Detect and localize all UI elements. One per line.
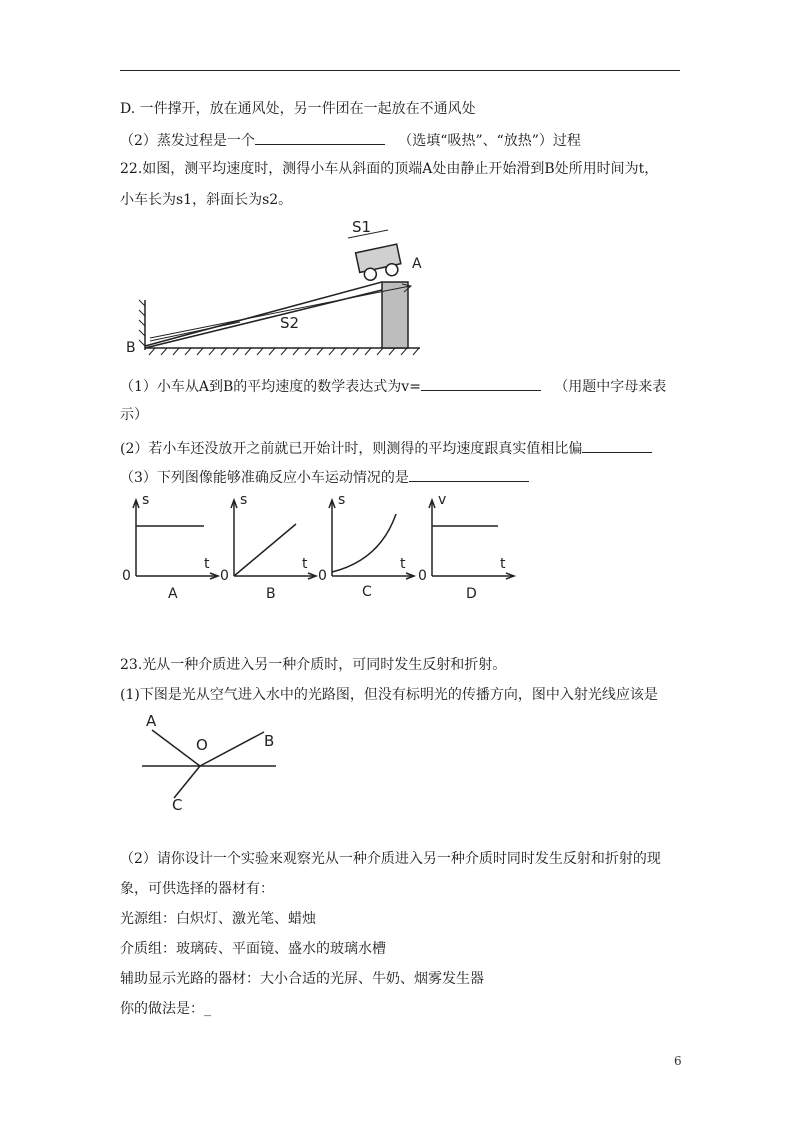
q23-method[interactable]: 你的做法是：_ <box>120 1001 211 1017</box>
graph-d-label: D <box>466 586 477 602</box>
q23-part1: (1)下图是光从空气进入水中的光路图，但没有标明光的传播方向，图中入射光线应该是 <box>120 687 658 703</box>
graph-c-curve <box>332 514 396 572</box>
graph-a-origin: 0 <box>122 568 131 584</box>
graph-a-xaxis-label: t <box>204 556 210 572</box>
answer-blank[interactable] <box>421 376 541 391</box>
graph-d-origin: 0 <box>418 568 427 584</box>
graph-a-label: A <box>168 586 178 602</box>
graph-c-yaxis-label: s <box>338 492 346 508</box>
answer-blank[interactable] <box>582 438 652 453</box>
q22-stem-line1: 22.如图，测平均速度时，测得小车从斜面的顶端A处由静止开始滑到B处所用时间为t， <box>120 161 659 177</box>
answer-blank[interactable] <box>409 467 529 482</box>
q22-part1-continued: 示） <box>120 407 148 423</box>
q22-part1 <box>120 376 666 396</box>
graph-b-label: B <box>266 586 276 602</box>
q21-part2-prefix: （2）蒸发过程是一个 <box>120 133 255 149</box>
q21-option-d: D. 一件撑开，放在通风处，另一件团在一起放在不通风处 <box>120 101 476 117</box>
ray-ao <box>152 730 200 766</box>
ground-hatching <box>149 348 419 355</box>
graph-b-xaxis-label: t <box>302 556 308 572</box>
q22-part3-text: （3）下列图像能够准确反应小车运动情况的是 <box>120 470 409 486</box>
wall-hatching <box>139 300 145 346</box>
graph-a-yaxis-label: s <box>142 492 150 508</box>
cart <box>356 244 403 282</box>
point-a-label: A <box>146 712 157 730</box>
point-a-label: A <box>412 256 422 272</box>
q23-light-sources: 光源组：白炽灯、激光笔、蜡烛 <box>120 911 316 927</box>
q22-part2 <box>120 438 652 458</box>
s1-label: S1 <box>352 218 372 236</box>
graph-b-line <box>234 524 296 576</box>
q23-media: 介质组：玻璃砖、平面镜、盛水的玻璃水槽 <box>120 941 386 957</box>
point-b-label: B <box>126 340 136 356</box>
s2-label: S2 <box>280 314 300 332</box>
incline-top-edge <box>145 282 382 346</box>
q23-part2-line2: 象，可供选择的器材有： <box>120 881 274 897</box>
answer-blank[interactable] <box>255 130 385 145</box>
light-path-figure <box>138 708 288 812</box>
q22-part3 <box>120 467 529 487</box>
q22-part1-prefix: （1）小车从A到B的平均速度的数学表达式为v= <box>120 379 421 395</box>
graph-d-xaxis-label: t <box>500 556 506 572</box>
graph-c-label: C <box>362 584 372 600</box>
q22-stem-line2: 小车长为s1，斜面长为s2。 <box>120 192 293 208</box>
point-c-label: C <box>172 796 183 812</box>
graph-d-yaxis-label: v <box>438 492 447 508</box>
q23-stem: 23.光从一种介质进入另一种介质时，可同时发生反射和折射。 <box>120 657 507 673</box>
point-o-label: O <box>196 736 208 754</box>
q21-part2-suffix: （选填“吸热”、“放热”）过程 <box>398 133 581 149</box>
q22-part2-text: (2）若小车还没放开之前就已开始计时，则测得的平均速度跟真实值相比偏 <box>120 441 583 457</box>
ray-oc <box>174 766 200 798</box>
q22-part1-suffix: （用题中字母来表 <box>554 379 667 395</box>
header-rule <box>120 70 680 71</box>
incline-figure <box>120 210 440 360</box>
point-b-label: B <box>264 732 275 750</box>
motion-graphs <box>118 488 528 606</box>
graph-b-yaxis-label: s <box>240 492 248 508</box>
graph-b-origin: 0 <box>220 568 229 584</box>
q21-part2 <box>120 130 581 150</box>
q23-aux-equipment: 辅助显示光路的器材：大小合适的光屏、牛奶、烟雾发生器 <box>120 971 484 987</box>
graph-c-xaxis-label: t <box>400 556 406 572</box>
graph-c-origin: 0 <box>318 568 327 584</box>
page-number: 6 <box>674 1054 682 1068</box>
ray-ob <box>200 732 264 766</box>
q23-part2-line1: （2）请你设计一个实验来观察光从一种介质进入另一种介质时同时发生反射和折射的现 <box>120 851 661 867</box>
